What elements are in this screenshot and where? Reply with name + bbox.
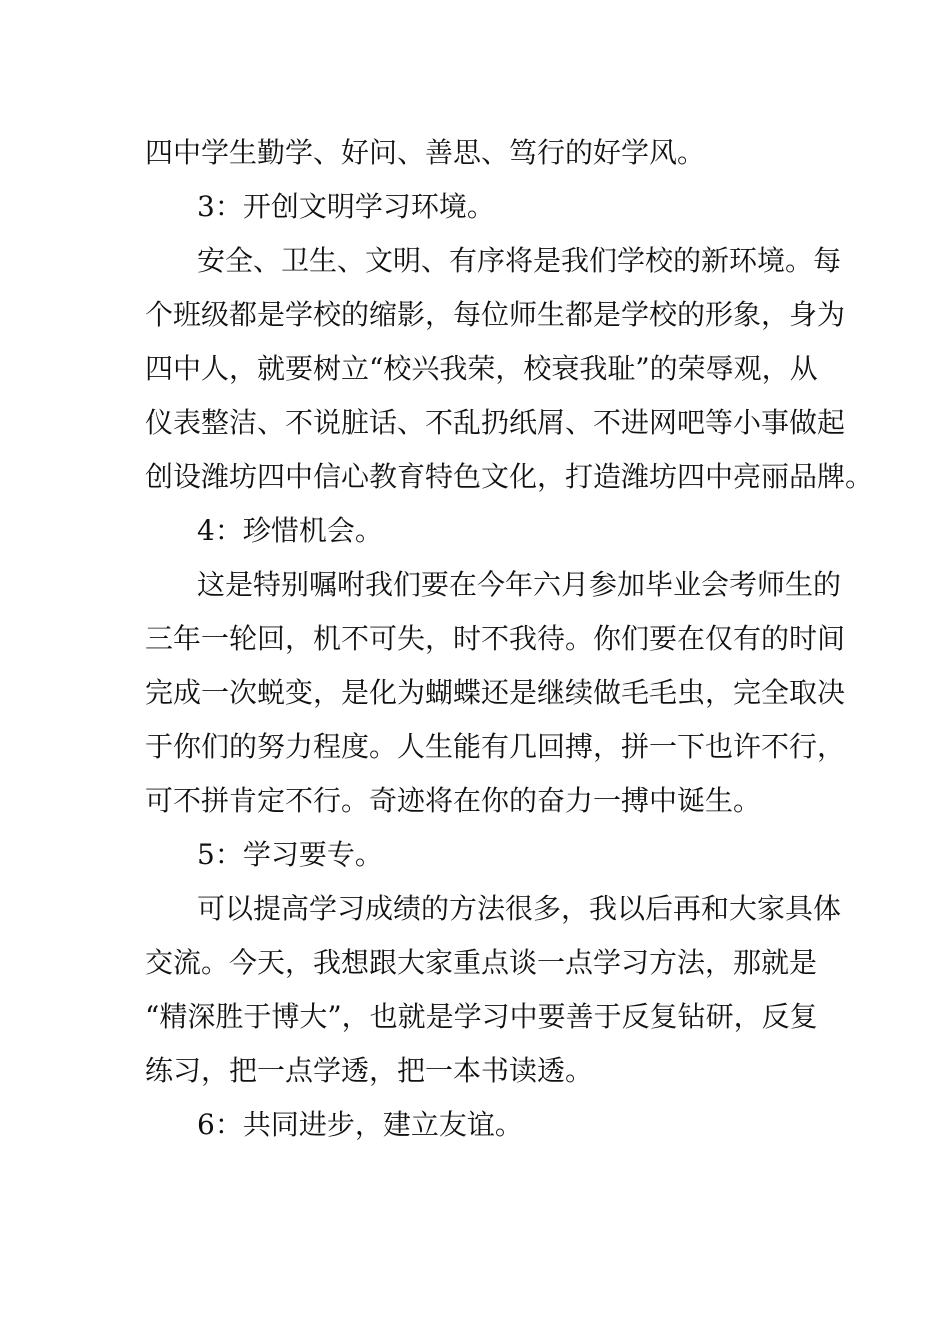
text-line-6: 仪表整洁、不说脏话、不乱扔纸屑、不进网吧等小事做起 bbox=[145, 406, 846, 439]
text-line-7: 创设潍坊四中信心教育特色文化，打造潍坊四中亮丽品牌。 bbox=[145, 460, 874, 493]
section-heading-3: 3：开创文明学习环境。 bbox=[197, 190, 495, 223]
text-line-12: 于你们的努力程度。人生能有几回搏，拼一下也许不行， bbox=[145, 730, 846, 763]
text-line-10: 三年一轮回，机不可失，时不我待。你们要在仅有的时间 bbox=[145, 622, 846, 655]
text-line-13: 可不拼肯定不行。奇迹将在你的奋力一搏中诞生。 bbox=[145, 784, 762, 817]
text-line-15: 可以提高学习成绩的方法很多，我以后再和大家具体 bbox=[197, 892, 842, 925]
document-body bbox=[145, 126, 874, 1152]
section-heading-6: 6：共同进步，建立友谊。 bbox=[197, 1108, 523, 1141]
text-line-17: “精深胜于博大”，也就是学习中要善于反复钻研，反复 bbox=[145, 1000, 818, 1033]
text-line-5: 四中人，就要树立“校兴我荣，校衰我耻”的荣辱观，从 bbox=[145, 352, 818, 385]
text-line-11: 完成一次蜕变，是化为蝴蝶还是继续做毛毛虫，完全取决 bbox=[145, 676, 846, 709]
text-line-9: 这是特别嘱咐我们要在今年六月参加毕业会考师生的 bbox=[197, 568, 842, 601]
section-heading-4: 4：珍惜机会。 bbox=[197, 514, 383, 547]
text-line-1: 四中学生勤学、好问、善思、笃行的好学风。 bbox=[145, 136, 706, 169]
text-line-4: 个班级都是学校的缩影，每位师生都是学校的形象，身为 bbox=[145, 298, 846, 331]
section-heading-5: 5：学习要专。 bbox=[197, 838, 383, 871]
text-line-3: 安全、卫生、文明、有序将是我们学校的新环境。每 bbox=[197, 244, 842, 277]
text-line-16: 交流。今天，我想跟大家重点谈一点学习方法，那就是 bbox=[145, 946, 818, 979]
text-line-18: 练习，把一点学透，把一本书读透。 bbox=[145, 1054, 594, 1087]
